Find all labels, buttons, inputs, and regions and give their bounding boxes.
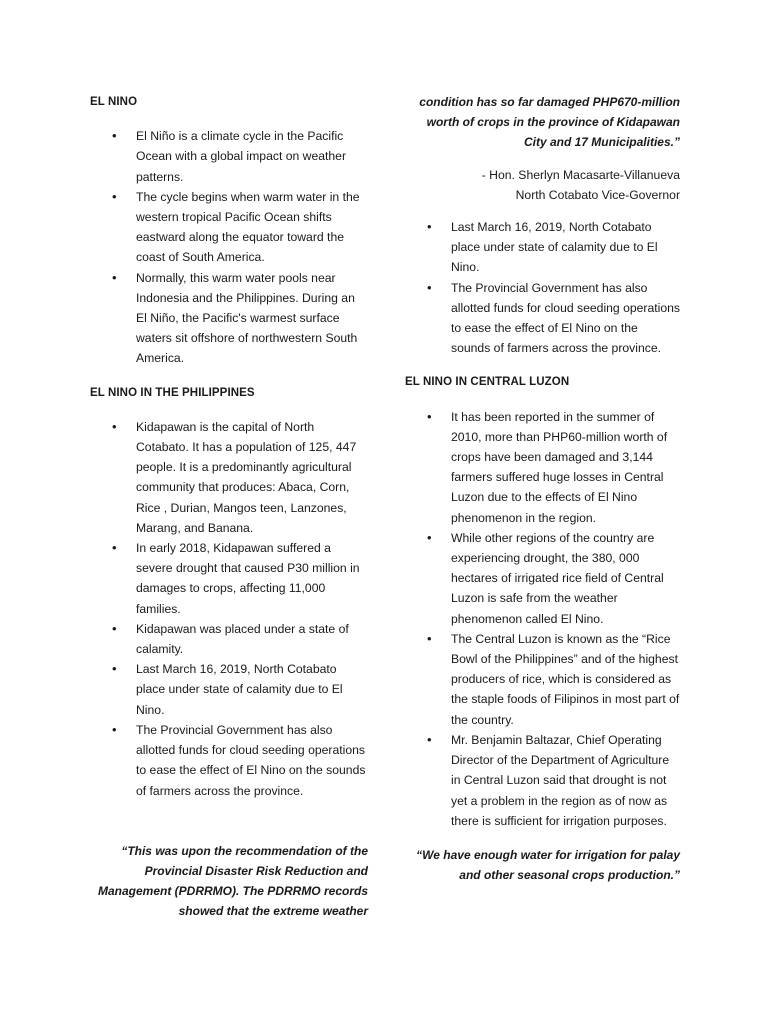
left-column xyxy=(90,92,368,922)
list-item: • Kidapawan is the capital of North Cotabato. It has a population of 125, 447 people. It is a predominantly agricultural community that produces: Abaca, Corn, Rice , Durian, Mangos teen, Lanzones, Marang, and Banana. xyxy=(90,417,368,538)
heading-el-nino: EL NINO xyxy=(90,96,138,108)
attribution-title: North Cotabato Vice-Governor xyxy=(515,187,680,202)
attribution-name: - Hon. Sherlyn Macasarte-Villanueva xyxy=(481,167,680,182)
el-nino-list xyxy=(90,126,368,368)
central-luzon-list xyxy=(405,407,680,831)
list-item: • Mr. Benjamin Baltazar, Chief Operating Director of the Department of Agriculture in Central Luzon said that drought is not yet a problem in the region as of now as there is sufficient for irrigation purposes. xyxy=(405,730,680,831)
list-item: • Last March 16, 2019, North Cotabato place under state of calamity due to El Nino. xyxy=(90,659,368,720)
philippines-list xyxy=(90,417,368,801)
list-item: • The cycle begins when warm water in the western tropical Pacific Ocean shifts eastward along the equator toward the coast of South America. xyxy=(90,187,368,268)
heading-el-nino-central-luzon: EL NINO IN CENTRAL LUZON xyxy=(405,376,570,389)
list-item: • In early 2018, Kidapawan suffered a severe drought that caused P30 million in damages to crops, affecting 11,000 families. xyxy=(90,538,368,619)
quote-end: condition has so far damaged PHP670-million worth of crops in the province of Kidapawan City and 17 Municipalities.” xyxy=(419,95,680,150)
heading-el-nino-philippines: EL NINO IN THE PHILIPPINES xyxy=(90,386,255,399)
list-item: • The Provincial Government has also allotted funds for cloud seeding operations to ease the effect of El Nino on the sounds of farmers across the province. xyxy=(405,278,680,359)
list-item: • The Central Luzon is known as the “Rice Bowl of the Philippines” and of the highest producers of rice, which is considered as the staple foods of Filipinos in most part of the country. xyxy=(405,629,680,730)
quote-start: “This was upon the recommendation of the Provincial Disaster Risk Reduction and Management (PDRRMO). The PDRRMO records showed that the extreme weather xyxy=(97,843,368,919)
list-item: • El Niño is a climate cycle in the Pacific Ocean with a global impact on weather patterns. xyxy=(90,126,368,187)
list-item: • It has been reported in the summer of 2010, more than PHP60-million worth of crops have been damaged and 3,144 farmers suffered huge losses in Central Luzon due to the effects of El Nino phenomenon in the region. xyxy=(405,407,680,528)
list-item: • Last March 16, 2019, North Cotabato place under state of calamity due to El Nino. xyxy=(405,217,680,278)
quote-bottom: “We have enough water for irrigation for palay and other seasonal crops production.” xyxy=(416,847,680,883)
right-column xyxy=(405,92,680,885)
list-item: • Normally, this warm water pools near Indonesia and the Philippines. During an El Niño, the Pacific's warmest surface waters sit offshore of northwestern South America. xyxy=(90,268,368,369)
list-item: • Kidapawan was placed under a state of calamity. xyxy=(90,619,368,659)
north-cotabato-list xyxy=(405,217,680,358)
list-item: • The Provincial Government has also allotted funds for cloud seeding operations to ease the effect of El Nino on the sounds of farmers across the province. xyxy=(90,720,368,801)
list-item: • While other regions of the country are experiencing drought, the 380, 000 hectares of irrigated rice field of Central Luzon is safe from the weather phenomenon called El Nino. xyxy=(405,528,680,629)
